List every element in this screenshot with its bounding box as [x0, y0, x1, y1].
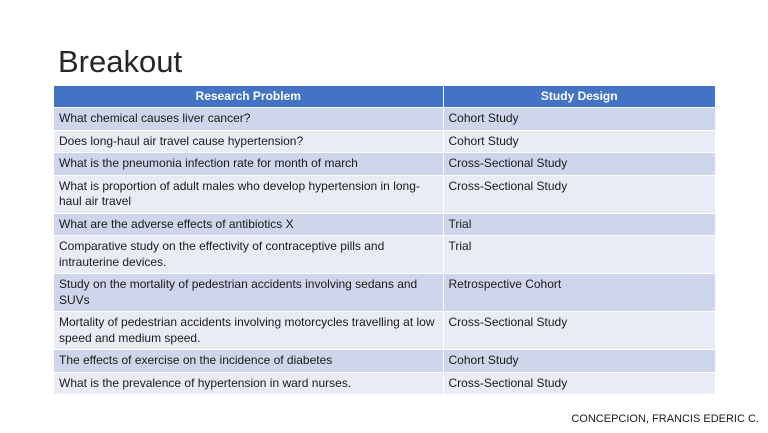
study-design-cell: Trial: [443, 236, 715, 274]
study-design-cell: Cohort Study: [443, 108, 715, 131]
table-row: [54, 312, 715, 350]
study-design-table: [54, 86, 715, 394]
study-design-cell: Trial: [443, 213, 715, 236]
research-problem-cell: Does long-haul air travel cause hypertension?: [54, 130, 443, 153]
table-row: [54, 108, 715, 131]
study-design-cell: Cross-Sectional Study: [443, 312, 715, 350]
study-design-cell: Cross-Sectional Study: [443, 175, 715, 213]
research-problem-cell: What is the prevalence of hypertension in ward nurses.: [54, 372, 443, 394]
study-design-cell: Cross-Sectional Study: [443, 372, 715, 394]
header-study-design: Study Design: [443, 86, 715, 108]
research-problem-cell: The effects of exercise on the incidence of diabetes: [54, 350, 443, 373]
research-problem-cell: Mortality of pedestrian accidents involving motorcycles travelling at low speed and medium speed.: [54, 312, 443, 350]
research-problem-cell: Comparative study on the effectivity of contraceptive pills and intrauterine devices.: [54, 236, 443, 274]
table-row: [54, 350, 715, 373]
table-row: [54, 130, 715, 153]
research-problem-cell: What chemical causes liver cancer?: [54, 108, 443, 131]
study-design-cell: Cross-Sectional Study: [443, 153, 715, 176]
study-design-cell: Cohort Study: [443, 130, 715, 153]
author-credit: CONCEPCION, FRANCIS EDERIC C.: [571, 413, 759, 425]
table-row: [54, 153, 715, 176]
table-row: [54, 274, 715, 312]
slide-title: Breakout: [58, 44, 183, 79]
table-row: [54, 213, 715, 236]
research-problem-cell: Study on the mortality of pedestrian accidents involving sedans and SUVs: [54, 274, 443, 312]
research-problem-cell: What is the pneumonia infection rate for month of march: [54, 153, 443, 176]
research-problem-cell: What are the adverse effects of antibiotics X: [54, 213, 443, 236]
study-design-cell: Cohort Study: [443, 350, 715, 373]
table-row: [54, 372, 715, 394]
study-design-cell: Retrospective Cohort: [443, 274, 715, 312]
table-row: [54, 175, 715, 213]
header-research-problem: Research Problem: [54, 86, 443, 108]
table-header-row: [54, 86, 715, 108]
research-problem-cell: What is proportion of adult males who develop hypertension in long-haul air travel: [54, 175, 443, 213]
table-row: [54, 236, 715, 274]
